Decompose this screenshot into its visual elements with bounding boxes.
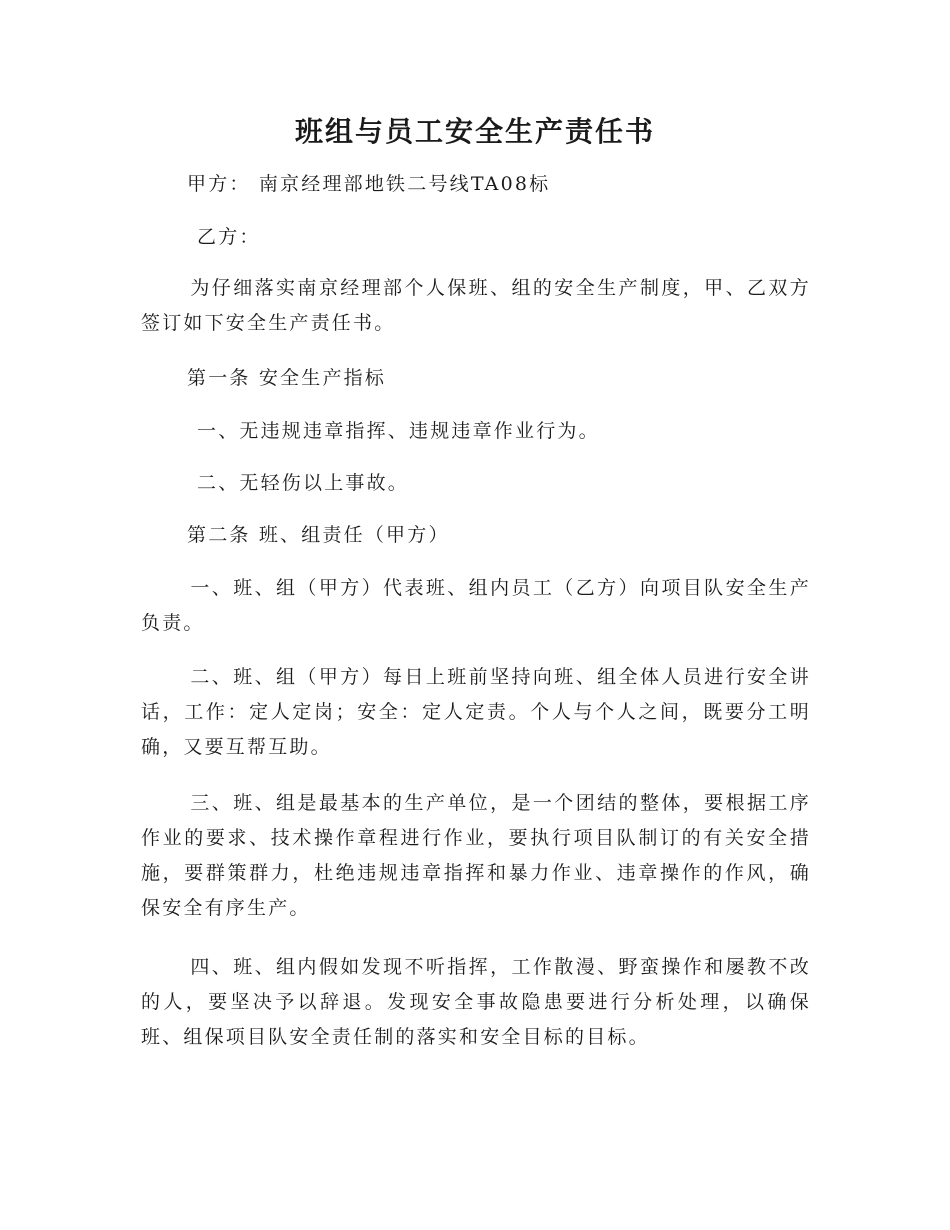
article-2-item-4: 四、班、组内假如发现不听指挥，工作散漫、野蛮操作和屡教不改的人，要坚决予以辞退。发现安全事故隐患要进行分析处理，以确保班、组保项目队安全责任制的落实和安全目标的目标。 bbox=[141, 956, 811, 1048]
article-2-heading: 第二条 班、组责任（甲方） bbox=[187, 524, 450, 546]
article-1-heading: 第一条 安全生产指标 bbox=[187, 367, 387, 389]
intro-paragraph: 为仔细落实南京经理部个人保班、组的安全生产制度，甲、乙双方签订如下安全生产责任书。 bbox=[141, 277, 811, 334]
article-2-item-2: 二、班、组（甲方）每日上班前坚持向班、组全体人员进行安全讲话，工作：定人定岗；安全：定人定责。个人与个人之间，既要分工明确，又要互帮互助。 bbox=[141, 666, 811, 758]
party-b-line: 乙方： bbox=[197, 226, 261, 248]
article-2-item-3: 三、班、组是最基本的生产单位，是一个团结的整体，要根据工序作业的要求、技术操作章程进行作业，要执行项目队制订的有关安全措施，要群策群力，杜绝违规违章指挥和暴力作业、违章操作的作风，确保安全有序生产。 bbox=[141, 792, 811, 919]
article-1-item-2: 二、无轻伤以上事故。 bbox=[197, 472, 410, 494]
document-title: 班组与员工安全生产责任书 bbox=[294, 115, 655, 148]
party-a-line: 甲方： 南京经理部地铁二号线TA08标 bbox=[187, 173, 551, 195]
article-2-item-1: 一、班、组（甲方）代表班、组内员工（乙方）向项目队安全生产负责。 bbox=[141, 577, 811, 634]
article-1-item-1: 一、无违规违章指挥、违规违章作业行为。 bbox=[197, 420, 600, 442]
